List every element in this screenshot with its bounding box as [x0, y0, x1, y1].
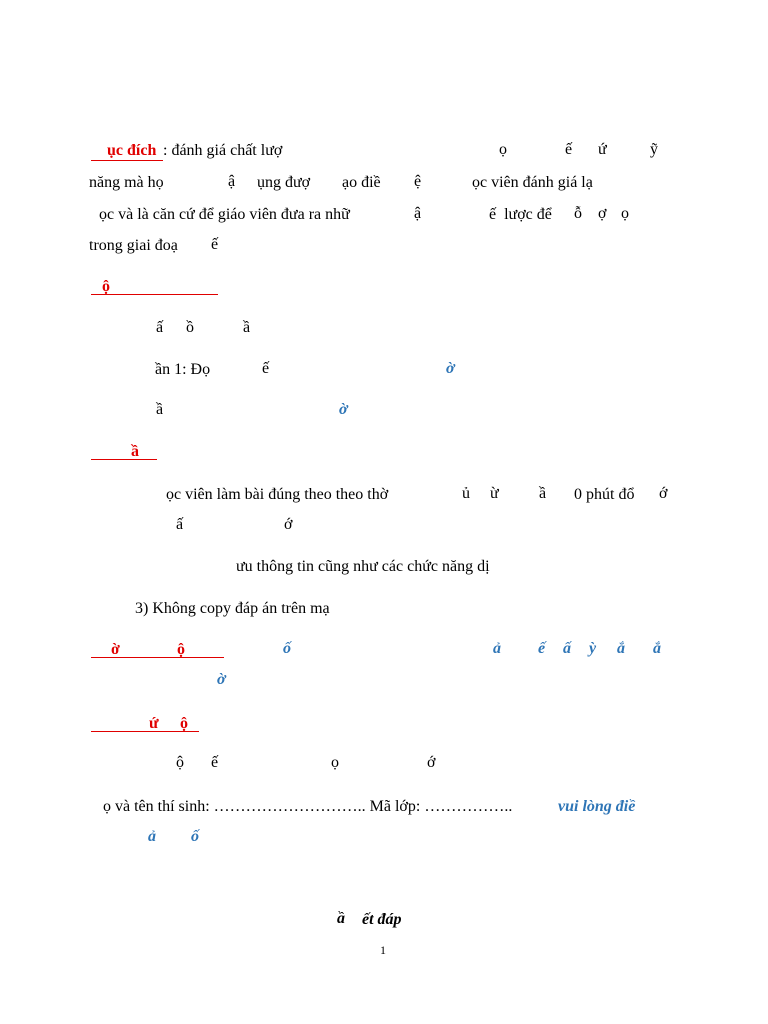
content-glyph: ấ	[156, 319, 164, 336]
content-part1: ần 1: Đọ	[155, 361, 211, 378]
deadline-glyph: ả	[493, 640, 501, 657]
purpose-label: ục đích	[107, 142, 157, 159]
content-heading: ộ	[102, 278, 110, 295]
name-hint: vui lòng điề	[558, 798, 636, 815]
deadline-underline	[91, 657, 224, 658]
requirement-3: 3) Không copy đáp án trên mạ	[135, 600, 330, 617]
content-glyph: ế	[262, 360, 270, 377]
footer-title-b: ết đáp	[362, 911, 402, 928]
purpose-glyph: ọ	[621, 205, 629, 222]
requirement-glyph: ủ	[462, 485, 470, 502]
requirement-glyph: ớ	[659, 485, 668, 502]
purpose-glyph: ọ	[499, 141, 507, 158]
requirement-glyph: ừ	[490, 485, 499, 502]
purpose-glyph: ỗ	[574, 205, 582, 222]
purpose-underline	[91, 160, 163, 161]
name-hint-glyph: ố	[191, 828, 199, 845]
requirements-heading: ầ	[131, 443, 139, 460]
deadline-glyph: ỳ	[589, 640, 597, 657]
requirement-2: ưu thông tin cũng như các chức năng dị	[236, 558, 490, 575]
requirement-1-time: 0 phút đổ	[574, 486, 635, 503]
purpose-line2: năng mà họ	[89, 174, 164, 191]
purpose-glyph: ậ	[414, 205, 422, 222]
purpose-line3b: ế lược để	[489, 206, 552, 223]
requirement-glyph: ầ	[539, 485, 547, 502]
purpose-line1: : đánh giá chất lượ	[163, 142, 283, 159]
deadline-heading-a: ờ	[111, 641, 120, 658]
format-heading-a: ứ	[149, 715, 159, 732]
content-glyph: ầ	[243, 319, 251, 336]
format-glyph: ộ	[176, 754, 184, 771]
purpose-line2b: ụng đượ	[257, 174, 311, 191]
deadline-glyph: ắ	[617, 640, 625, 657]
purpose-line3: ọc và là căn cứ để giáo viên đưa ra nhữ	[99, 206, 350, 223]
deadline-glyph: ắ	[653, 640, 661, 657]
requirements-underline	[91, 459, 157, 460]
format-heading-b: ộ	[180, 715, 188, 732]
name-hint-glyph: ả	[148, 828, 156, 845]
content-glyph: ồ	[186, 319, 194, 336]
format-underline	[91, 731, 199, 732]
purpose-glyph: ệ	[414, 173, 422, 190]
purpose-glyph: ế	[565, 141, 573, 158]
page-number: 1	[380, 943, 386, 957]
purpose-line4: trong giai đoạ	[89, 237, 178, 254]
deadline-glyph: ố	[283, 640, 291, 657]
content-time-glyph: ờ	[339, 401, 348, 418]
content-underline	[91, 294, 218, 295]
deadline-glyph: ấ	[563, 640, 571, 657]
purpose-glyph: ứ	[598, 141, 607, 158]
name-line: ọ và tên thí sinh: ……………………….. Mã lớp: ……………..	[103, 798, 513, 815]
content-glyph: ầ	[156, 401, 164, 418]
purpose-glyph: ế	[211, 236, 219, 253]
deadline-glyph: ế	[538, 640, 546, 657]
purpose-glyph: ợ	[598, 205, 607, 222]
purpose-line2d: ọc viên đánh giá lạ	[472, 174, 593, 191]
footer-title-a: ầ	[337, 910, 345, 927]
requirement-glyph: ấ	[176, 516, 184, 533]
format-glyph: ế	[211, 754, 219, 771]
deadline-glyph: ờ	[217, 671, 226, 688]
requirement-glyph: ớ	[284, 516, 293, 533]
purpose-glyph: ậ	[228, 173, 236, 190]
purpose-glyph: ỹ	[650, 141, 658, 158]
format-glyph: ọ	[331, 754, 339, 771]
format-glyph: ớ	[427, 754, 436, 771]
requirement-1: ọc viên làm bài đúng theo theo thờ	[166, 486, 389, 503]
content-time-glyph: ờ	[446, 360, 455, 377]
purpose-line2c: ạo điề	[342, 174, 381, 191]
deadline-heading-b: ộ	[177, 641, 185, 658]
